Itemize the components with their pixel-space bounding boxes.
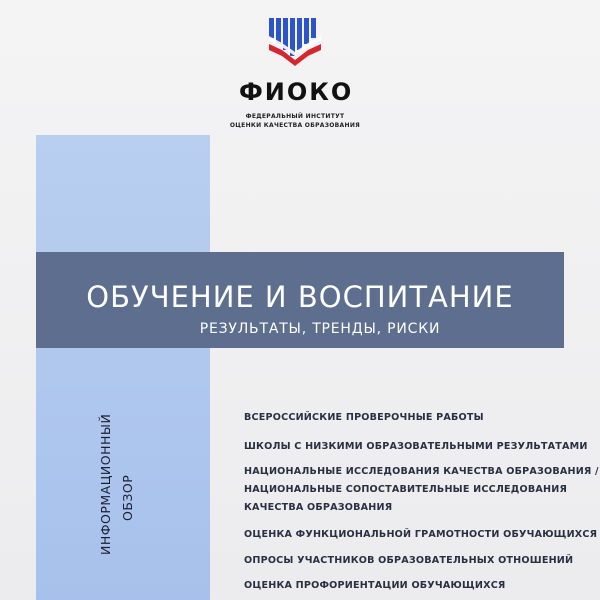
document-subtitle: РЕЗУЛЬТАТЫ, ТРЕНДЫ, РИСКИ: [199, 321, 441, 337]
side-label-line1: ИНФОРМАЦИОННЫЙ: [98, 413, 113, 555]
topic-item: ОПРОСЫ УЧАСТНИКОВ ОБРАЗОВАТЕЛЬНЫХ ОТНОШЕНИЙ: [244, 555, 574, 566]
topic-item: ОЦЕНКА ФУНКЦИОНАЛЬНОЙ ГРАМОТНОСТИ ОБУЧАЮЩИХСЯ: [244, 529, 598, 540]
topic-item: ВСЕРОССИЙСКИЕ ПРОВЕРОЧНЫЕ РАБОТЫ: [244, 412, 484, 423]
side-label-line2: ОБЗОР: [120, 474, 135, 521]
topic-item: ШКОЛЫ С НИЗКИМИ ОБРАЗОВАТЕЛЬНЫМИ РЕЗУЛЬТАТАМИ: [244, 441, 588, 452]
document-title: ОБУЧЕНИЕ И ВОСПИТАНИЕ: [86, 280, 514, 314]
topic-item-continuation: КАЧЕСТВА ОБРАЗОВАНИЯ: [244, 502, 393, 513]
logo-subtitle-line2: ОЦЕНКИ КАЧЕСТВА ОБРАЗОВАНИЯ: [229, 122, 361, 129]
logo-wordmark: ФИОКО: [239, 78, 354, 106]
topic-item: ОЦЕНКА ПРОФОРИЕНТАЦИИ ОБУЧАЮЩИХСЯ: [244, 580, 506, 591]
side-label: [95, 414, 139, 555]
topic-item-continuation: НАЦИОНАЛЬНЫЕ СОПОСТАВИТЕЛЬНЫЕ ИССЛЕДОВАНИЯ: [244, 484, 568, 495]
fioco-logo-icon: [269, 16, 321, 66]
logo-subtitle-line1: ФЕДЕРАЛЬНЫЙ ИНСТИТУТ: [245, 113, 345, 120]
topic-item: НАЦИОНАЛЬНЫЕ ИССЛЕДОВАНИЯ КАЧЕСТВА ОБРАЗОВАНИЯ /: [244, 466, 599, 477]
